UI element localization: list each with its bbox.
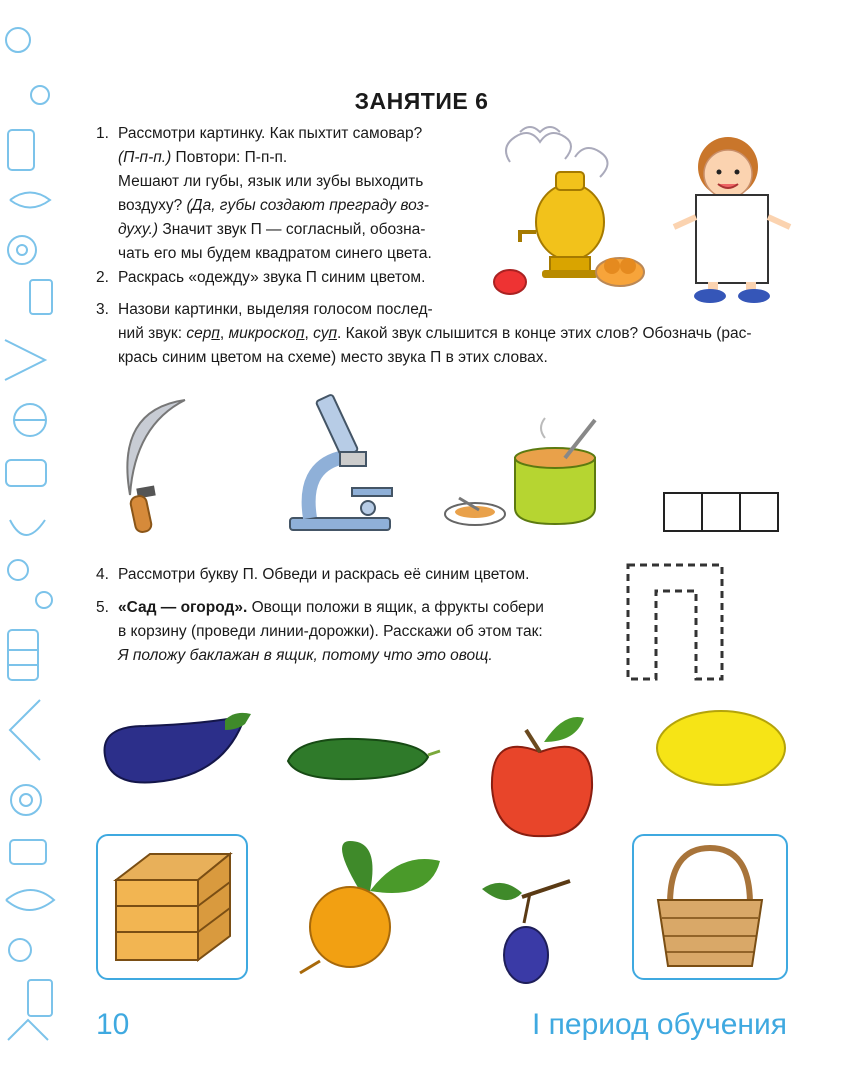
task-1-answer: духу.) xyxy=(118,221,159,238)
task-5-example: Я положу баклажан в ящик, потому что это овощ. xyxy=(118,647,493,664)
word-serp: серп xyxy=(186,325,220,342)
task-4 xyxy=(96,563,616,587)
sound-scheme xyxy=(663,492,779,532)
samovar-illustration xyxy=(490,122,650,302)
period-label: I период обучения xyxy=(532,1008,787,1041)
boy-with-square-illustration xyxy=(668,122,778,307)
task-1-line: чать его мы будем квадратом синего цвета. xyxy=(118,245,432,262)
lemon-illustration[interactable] xyxy=(654,708,789,788)
task-1-line: Рассмотри картинку. Как пыхтит самовар? xyxy=(118,125,423,142)
microscope-illustration xyxy=(290,390,400,535)
turnip-illustration[interactable] xyxy=(290,835,450,975)
word-mikroskop: микроскоп xyxy=(228,325,305,342)
word-sup: суп xyxy=(313,325,337,342)
task-3-line: крась синим цветом на схеме) место звука П в этих словах. xyxy=(118,349,548,366)
task-3-text: . Какой звук слышится в конце этих слов? Обозначь (рас- xyxy=(337,325,752,342)
task-number: 4. xyxy=(96,566,109,583)
lesson-title: ЗАНЯТИЕ 6 xyxy=(354,88,489,114)
sickle-illustration xyxy=(115,392,195,537)
basket-illustration xyxy=(646,844,774,972)
apple-illustration[interactable] xyxy=(488,712,598,840)
decorative-border xyxy=(0,0,62,1080)
task-5-heading: «Сад — огород». xyxy=(118,599,248,616)
cucumber-illustration[interactable] xyxy=(284,733,444,783)
task-1-text: Повтори: П-п-п. xyxy=(171,149,288,166)
page-number: 10 xyxy=(96,1008,130,1041)
task-1-text: Значит звук П — согласный, обозна- xyxy=(158,221,426,238)
wooden-box-illustration xyxy=(110,848,236,966)
task-2-text: Раскрась «одежду» звука П синим цветом. xyxy=(118,269,426,286)
eggplant-illustration[interactable] xyxy=(95,706,255,786)
task-1-text: воздуху? xyxy=(118,197,187,214)
task-number: 5. xyxy=(96,599,109,616)
task-number: 2. xyxy=(96,269,109,286)
task-number: 3. xyxy=(96,301,109,318)
plum-illustration[interactable] xyxy=(478,875,578,985)
task-1-answer: (П-п-п.) xyxy=(118,149,172,166)
task-3-line: Назови картинки, выделяя голосом послед- xyxy=(118,301,433,318)
task-5 xyxy=(96,596,616,668)
task-2 xyxy=(96,266,496,290)
task-5-line: в корзину (проведи линии-дорожки). Расскажи об этом так: xyxy=(118,623,543,640)
scheme-cell-1[interactable] xyxy=(663,492,703,532)
task-3-text: ний звук: xyxy=(118,325,187,342)
task-1-answer: (Да, губы создают преграду воз- xyxy=(186,197,429,214)
scheme-cell-2[interactable] xyxy=(701,492,741,532)
task-3: 3. Назови картинки, выделяя голосом послед- ний звук: серп, микроскоп, суп. Какой звук слышится в конце этих слов? Обозначь (рас- крась синим цветом на схеме) место звука П в этих словах. xyxy=(96,298,796,370)
dashed-letter-p[interactable] xyxy=(626,563,726,683)
task-number: 1. xyxy=(96,125,109,142)
task-4-text: Рассмотри букву П. Обведи и раскрась её синим цветом. xyxy=(118,566,530,583)
task-1-line: Мешают ли губы, язык или зубы выходить xyxy=(118,173,424,190)
task-5-text: Овощи положи в ящик, а фрукты собери xyxy=(247,599,544,616)
task-1 xyxy=(96,122,496,266)
soup-illustration xyxy=(445,418,605,530)
scheme-cell-3[interactable] xyxy=(739,492,779,532)
